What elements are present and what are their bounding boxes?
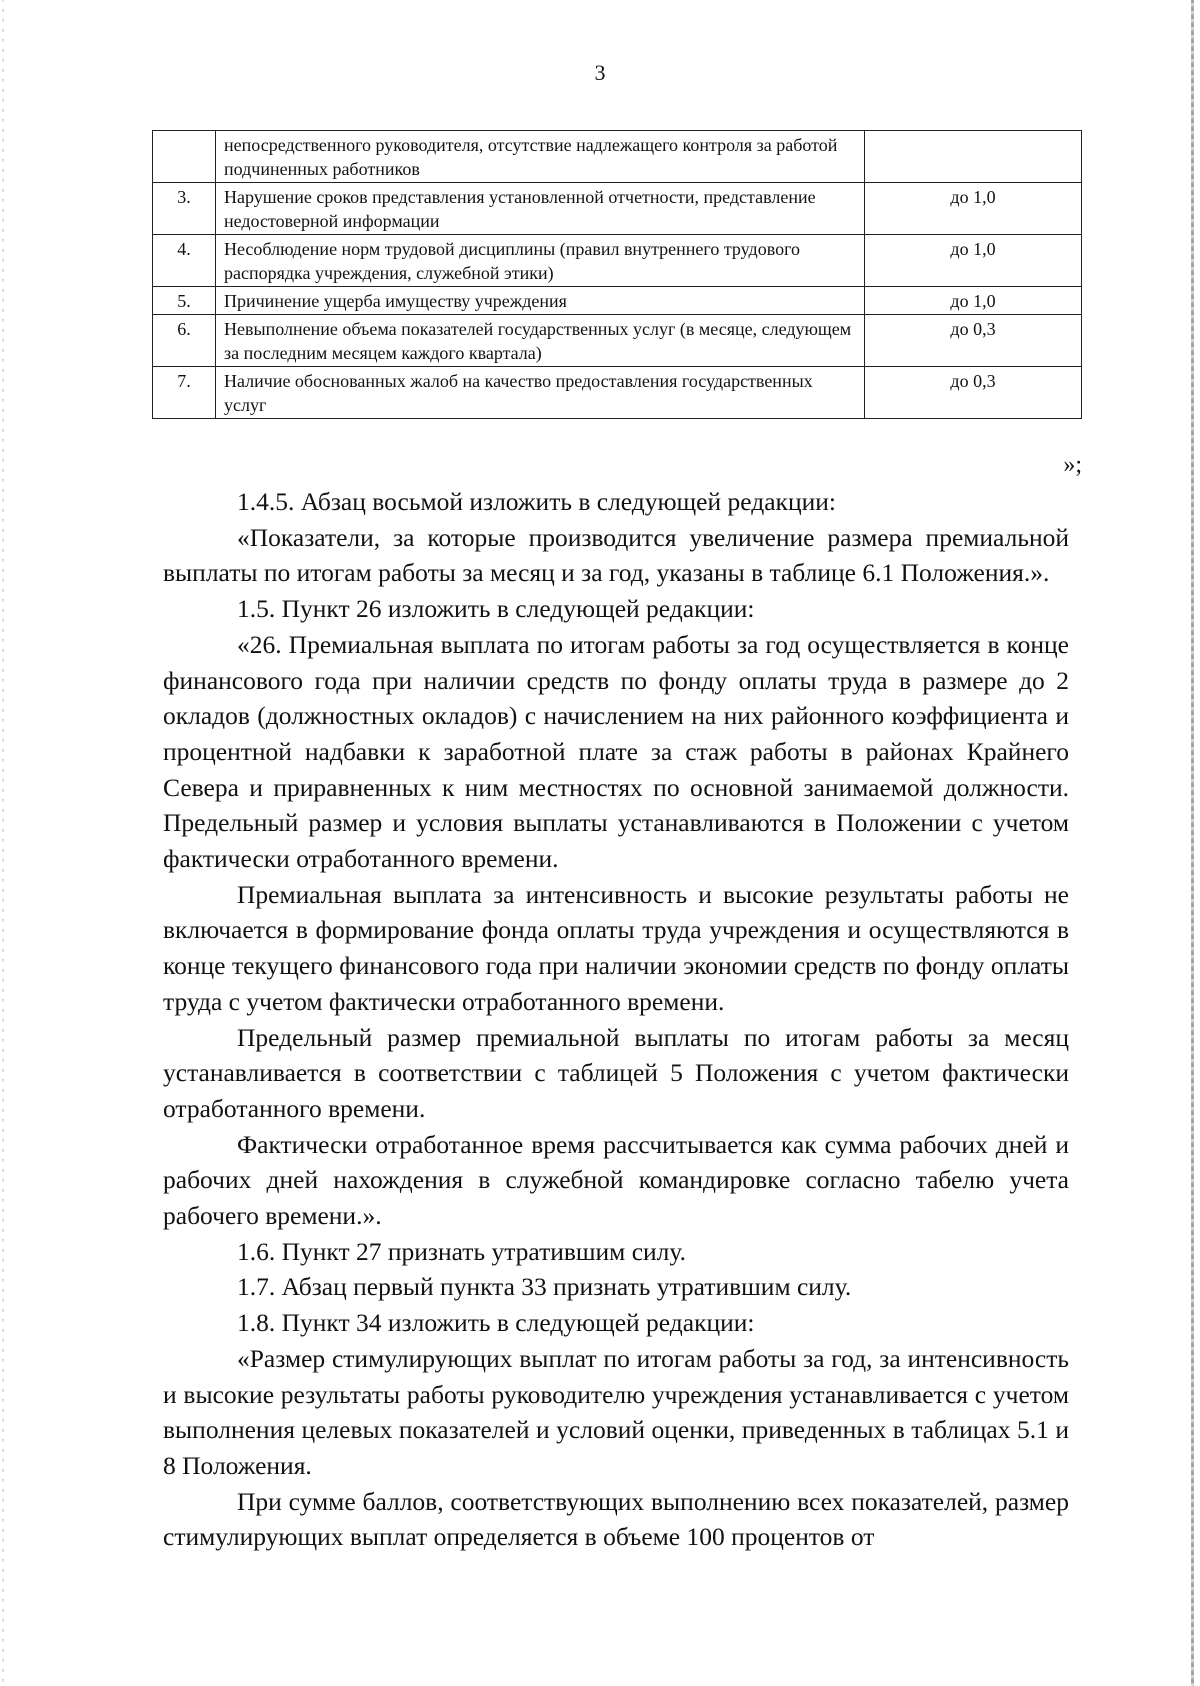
scan-edge-right	[1191, 0, 1194, 1686]
table-row	[153, 235, 1082, 287]
paragraph-1-6: 1.6. Пункт 27 признать утратившим силу.	[237, 1236, 686, 1266]
table-row	[153, 315, 1082, 367]
paragraph-1-4-5: 1.4.5. Абзац восьмой изложить в следующей редакции:	[237, 487, 836, 516]
row-description: непосредственного руководителя, отсутствие надлежащего контроля за работой подчиненных работников	[216, 131, 865, 183]
document-body	[163, 484, 1069, 1555]
row-number: 4.	[153, 235, 216, 287]
paragraph-head-payments: «Размер стимулирующих выплат по итогам работы за год, за интенсивность и высокие результаты работы руководителю учреждения устанавливается с учетом выполнения целевых показателей и условий оценки, приведенных в таблицах 5.1 и 8 Положения.	[163, 1343, 1069, 1480]
row-number: 7.	[153, 367, 216, 419]
page-number: 3	[594, 60, 606, 85]
row-value: до 1,0	[865, 183, 1082, 235]
row-value: до 0,3	[865, 367, 1082, 419]
paragraph-1-7: 1.7. Абзац первый пункта 33 признать утратившим силу.	[237, 1272, 852, 1302]
table-row	[153, 287, 1082, 315]
row-number: 5.	[153, 287, 216, 315]
row-number: 6.	[153, 315, 216, 367]
paragraph-indicators-quote: «Показатели, за которые производится увеличение размера премиальной выплаты по итогам работы за месяц и за год, указаны в таблице 6.1 Положения.».	[163, 522, 1069, 588]
row-description: Невыполнение объема показателей государственных услуг (в месяце, следующем за последним месяцем каждого квартала)	[216, 315, 865, 367]
row-number	[153, 131, 216, 183]
paragraph-1-8: 1.8. Пункт 34 изложить в следующей редакции:	[237, 1308, 755, 1338]
row-description: Нарушение сроков представления установленной отчетности, представление недостоверной информации	[216, 183, 865, 235]
scan-edge-left	[2, 0, 4, 1686]
row-description: Причинение ущерба имуществу учреждения	[216, 287, 865, 315]
row-description: Несоблюдение норм трудовой дисциплины (правил внутреннего трудового распорядка учреждения, служебной этики)	[216, 235, 865, 287]
row-number: 3.	[153, 183, 216, 235]
row-value: до 1,0	[865, 287, 1082, 315]
table-row	[153, 131, 1082, 183]
paragraph-1-5: 1.5. Пункт 26 изложить в следующей редакции:	[237, 594, 755, 624]
row-description: Наличие обоснованных жалоб на качество предоставления государственных услуг	[216, 367, 865, 419]
paragraph-worked-time: Фактически отработанное время рассчитывается как сумма рабочих дней и рабочих дней нахождения в служебной командировке согласно табелю учета рабочего времени.».	[163, 1129, 1069, 1231]
paragraph-points-sum: При сумме баллов, соответствующих выполнению всех показателей, размер стимулирующих выплат определяется в объеме 100 процентов от	[163, 1486, 1069, 1552]
table-row	[153, 183, 1082, 235]
row-value: до 1,0	[865, 235, 1082, 287]
row-value	[865, 131, 1082, 183]
penalty-table	[152, 130, 1082, 419]
closing-quote: »;	[1063, 452, 1082, 478]
table-row	[153, 367, 1082, 419]
row-value: до 0,3	[865, 315, 1082, 367]
paragraph-intensity-bonus: Премиальная выплата за интенсивность и высокие результаты работы не включается в формирование фонда оплаты труда учреждения и осуществляются в конце текущего финансового года при наличии экономии средств по фонду оплаты труда с учетом фактически отработанного времени.	[163, 879, 1069, 1016]
paragraph-monthly-limit: Предельный размер премиальной выплаты по итогам работы за месяц устанавливается в соответствии с таблицей 5 Положения с учетом фактически отработанного времени.	[163, 1022, 1069, 1123]
paragraph-item-26: «26. Премиальная выплата по итогам работы за год осуществляется в конце финансового года при наличии средств по фонду оплаты труда в размере до 2 окладов (должностных окладов) с начислением на них районного коэффициента и процентной надбавки к заработной плате за стаж работы в районах Крайнего Севера и приравненных к ним местностях по основной занимаемой должности. Предельный размер и условия выплаты устанавливаются в Положении с учетом фактически отработанного времени.	[163, 629, 1069, 874]
